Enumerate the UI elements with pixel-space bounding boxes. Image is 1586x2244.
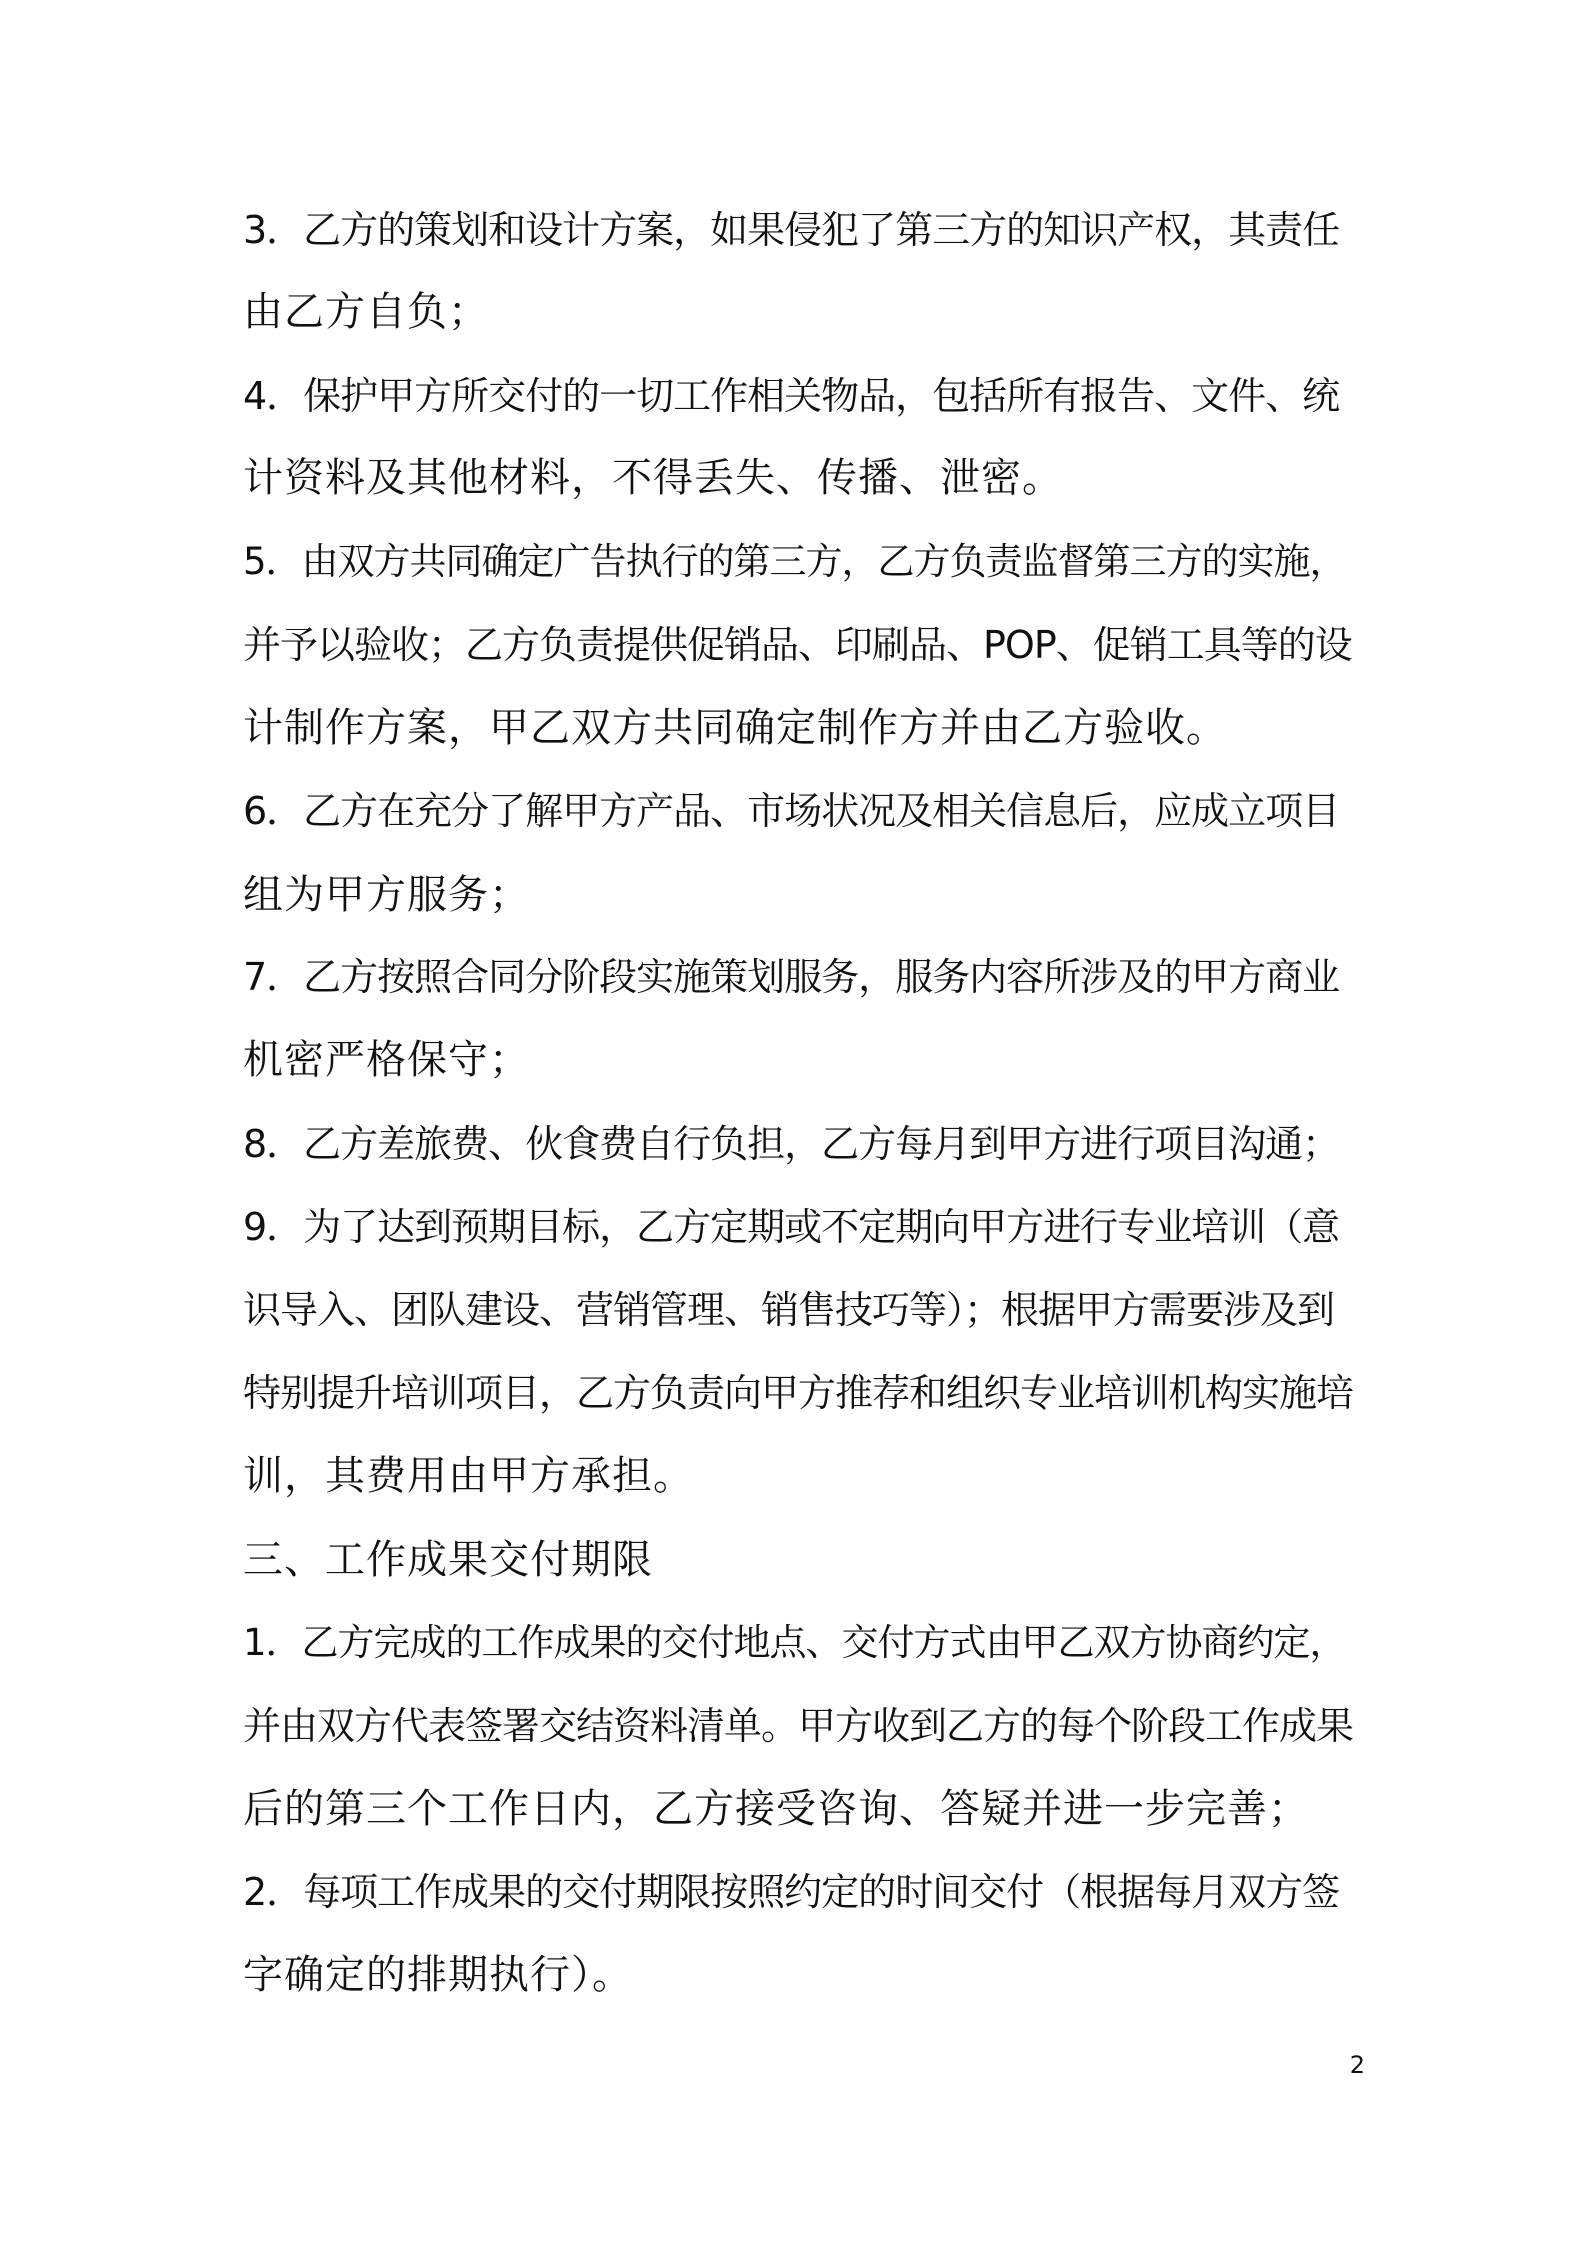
page-number: 2 bbox=[1349, 2051, 1365, 2079]
text-line: 机密严格保守； bbox=[243, 1037, 530, 1083]
text-line: 字确定的排期执行）。 bbox=[243, 1952, 633, 1998]
text-line: 训，其费用由甲方承担。 bbox=[243, 1453, 694, 1499]
text-line: 8．乙方差旅费、伙食费自行负担，乙方每月到甲方进行项目沟通； bbox=[243, 1122, 1340, 1166]
section-heading: 三、工作成果交付期限 bbox=[243, 1537, 653, 1583]
text-line: 计制作方案，甲乙双方共同确定制作方并由乙方验收。 bbox=[243, 705, 1227, 751]
text-line: 2．每项工作成果的交付期限按照约定的时间交付（根据每月双方签 bbox=[243, 1870, 1340, 1914]
text-line: 9．为了达到预期目标，乙方定期或不定期向甲方进行专业培训（意 bbox=[243, 1205, 1340, 1249]
text-line: 并由双方代表签署交结资料清单。甲方收到乙方的每个阶段工作成果 bbox=[243, 1704, 1354, 1748]
text-line: 3．乙方的策划和设计方案，如果侵犯了第三方的知识产权，其责任 bbox=[243, 208, 1340, 252]
text-line: 计资料及其他材料，不得丢失、传播、泄密。 bbox=[243, 455, 1063, 501]
text-line: 组为甲方服务； bbox=[243, 872, 530, 918]
text-line: 4．保护甲方所交付的一切工作相关物品，包括所有报告、文件、统 bbox=[243, 374, 1340, 418]
text-line: 后的第三个工作日内，乙方接受咨询、答疑并进一步完善； bbox=[243, 1786, 1309, 1832]
text-line: 特别提升培训项目，乙方负责向甲方推荐和组织专业培训机构实施培 bbox=[243, 1371, 1354, 1415]
text-line: 识导入、团队建设、营销管理、销售技巧等）；根据甲方需要涉及到 bbox=[243, 1288, 1335, 1332]
text-line: 并予以验收；乙方负责提供促销品、印刷品、POP、促销工具等的设 bbox=[243, 623, 1352, 667]
text-line: 7．乙方按照合同分阶段实施策划服务，服务内容所涉及的甲方商业 bbox=[243, 955, 1340, 999]
text-line: 由乙方自负； bbox=[243, 289, 489, 335]
text-line: 5．由双方共同确定广告执行的第三方，乙方负责监督第三方的实施， bbox=[243, 540, 1346, 583]
text-line: 6．乙方在充分了解甲方产品、市场状况及相关信息后，应成立项目 bbox=[243, 789, 1340, 833]
text-line: 1．乙方完成的工作成果的交付地点、交付方式由甲乙双方协商约定， bbox=[243, 1621, 1346, 1664]
